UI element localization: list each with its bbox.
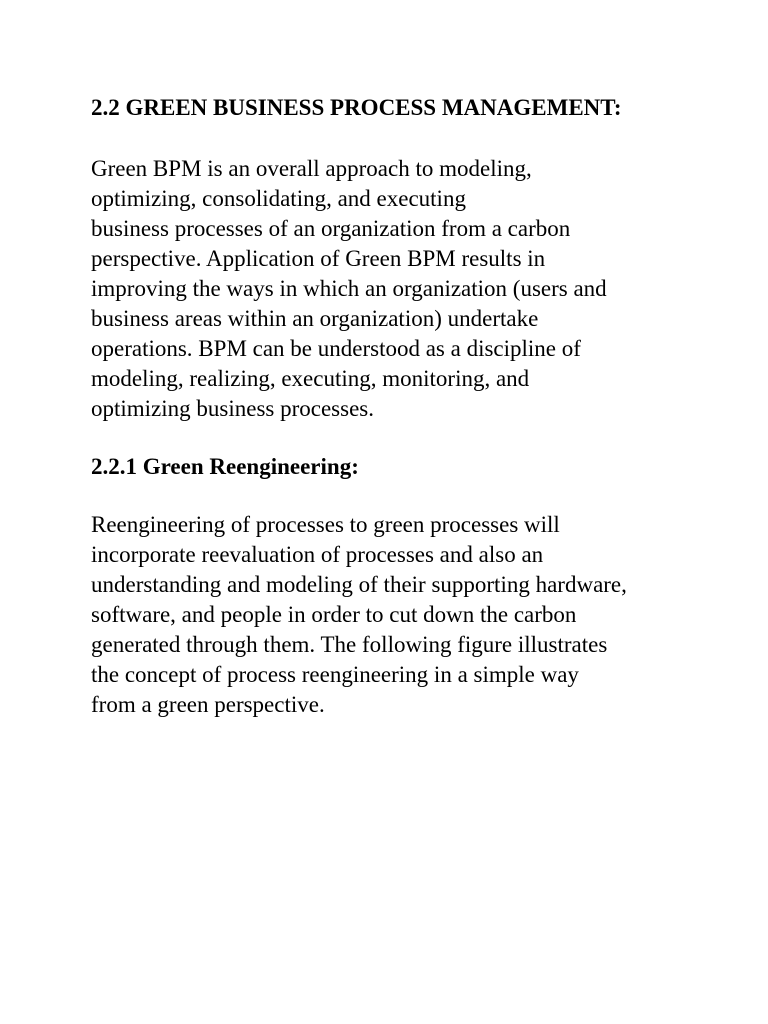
paragraph-line: optimizing, consolidating, and executing <box>91 186 466 211</box>
paragraph-line: modeling, realizing, executing, monitoring, and <box>91 366 530 391</box>
subsection-heading: 2.2.1 Green Reengineering: <box>91 454 359 479</box>
paragraph-line: Green BPM is an overall approach to modeling, <box>91 156 532 181</box>
paragraph-line: Reengineering of processes to green processes will <box>91 512 560 537</box>
paragraph-line: perspective. Application of Green BPM results in <box>91 246 546 271</box>
paragraph-line: operations. BPM can be understood as a discipline of <box>91 336 581 361</box>
paragraph-line: improving the ways in which an organization (users and <box>91 276 607 301</box>
paragraph-line: from a green perspective. <box>91 692 325 717</box>
paragraph-line: the concept of process reengineering in a simple way <box>91 662 579 687</box>
section-paragraph <box>91 154 691 424</box>
section-heading: 2.2 GREEN BUSINESS PROCESS MANAGEMENT: <box>91 95 622 120</box>
subsection-paragraph <box>91 510 691 720</box>
paragraph-line: understanding and modeling of their supporting hardware, <box>91 572 627 597</box>
paragraph-line: optimizing business processes. <box>91 396 374 421</box>
paragraph-line: incorporate reevaluation of processes and also an <box>91 542 544 567</box>
paragraph-line: generated through them. The following figure illustrates <box>91 632 608 657</box>
paragraph-line: business processes of an organization from a carbon <box>91 216 571 241</box>
document-page <box>91 93 691 720</box>
paragraph-line: software, and people in order to cut down the carbon <box>91 602 577 627</box>
paragraph-line: business areas within an organization) undertake <box>91 306 539 331</box>
